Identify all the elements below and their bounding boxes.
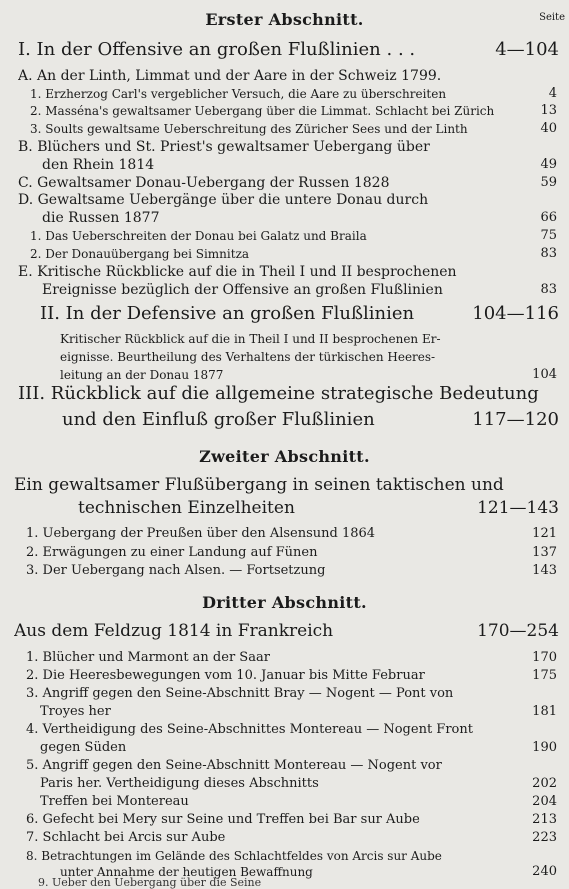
toc-entry-F2 xyxy=(0,668,569,686)
toc-entry-III xyxy=(0,384,569,402)
toc-entry-label: 1. Das Ueberschreiten der Donau bei Galatz und Braila xyxy=(30,229,367,243)
toc-entry-label: gegen Süden xyxy=(40,740,127,755)
toc-entry-label: A. An der Linth, Limmat und der Aare in der Schweiz 1799. xyxy=(18,68,442,84)
toc-entry-A1 xyxy=(0,86,569,104)
toc-entry-label: unter Annahme der heutigen Bewaffnung xyxy=(60,865,313,879)
toc-entry-D-cont xyxy=(0,210,569,228)
toc-entry-page: 170 xyxy=(532,650,557,665)
toc-entry-page: 83 xyxy=(540,282,557,297)
toc-entry-page: 213 xyxy=(532,812,557,827)
toc-entry-page: 66 xyxy=(540,210,557,225)
toc-entry-label: 2. Die Heeresbewegungen vom 10. Januar bis Mitte Februar xyxy=(26,668,425,683)
toc-entry-page: 137 xyxy=(532,545,557,560)
toc-entry-Z3 xyxy=(0,563,569,581)
toc-entry-F5 xyxy=(0,758,569,776)
toc-entry-label: eignisse. Beurtheilung des Verhaltens der türkischen Heeres- xyxy=(60,350,436,364)
toc-entry-page: 240 xyxy=(532,864,557,879)
toc-entry-II-a xyxy=(0,331,569,349)
toc-entry-label: Ereignisse bezüglich der Offensive an großen Flußlinien xyxy=(42,282,443,298)
toc-entry-label: leitung an der Donau 1877 xyxy=(60,368,224,382)
toc-entry-page: 104 xyxy=(532,367,557,382)
toc-entry-page: 202 xyxy=(532,776,557,791)
toc-entry-page: 4—104 xyxy=(495,39,559,60)
toc-entry-F3-cont xyxy=(0,704,569,722)
toc-entry-label: 7. Schlacht bei Arcis sur Aube xyxy=(26,830,226,845)
toc-entry-label: 1. Erzherzog Carl's vergeblicher Versuch, die Aare zu überschreiten xyxy=(30,87,447,101)
toc-entry-III-cont xyxy=(0,410,569,428)
toc-entry-D2 xyxy=(0,246,569,264)
toc-entry-label: B. Blüchers und St. Priest's gewaltsamer Uebergang über xyxy=(18,139,430,155)
toc-entry-Z2 xyxy=(0,545,569,563)
toc-entry-page: 59 xyxy=(540,175,557,190)
toc-entry-E xyxy=(0,264,569,282)
toc-entry-Z xyxy=(0,475,569,493)
toc-entry-A2 xyxy=(0,103,569,121)
toc-entry-F6 xyxy=(0,812,569,830)
toc-entry-label: 2. Der Donauübergang bei Simnitza xyxy=(30,247,250,261)
toc-entry-label: Aus dem Feldzug 1814 in Frankreich xyxy=(14,621,334,641)
toc-entry-label: 2. Masséna's gewaltsamer Uebergang über die Limmat. Schlacht bei Zürich xyxy=(30,104,495,118)
toc-entry-label: 3. Soults gewaltsame Ueberschreitung des Züricher Sees und der Linth xyxy=(30,122,468,136)
toc-entry-F4 xyxy=(0,722,569,740)
toc-entry-label: 4. Vertheidigung des Seine-Abschnittes Montereau — Nogent Front xyxy=(26,722,473,737)
toc-entry-page: 40 xyxy=(540,121,557,136)
toc-entry-B xyxy=(0,139,569,157)
toc-entry-II xyxy=(0,304,569,322)
toc-entry-label: 8. Betrachtungen im Gelände des Schlachtfeldes von Arcis sur Aube xyxy=(26,849,442,863)
toc-entry-E-cont xyxy=(0,282,569,300)
toc-entry-A xyxy=(0,68,569,86)
toc-entry-label: II. In der Defensive an großen Flußlinien xyxy=(40,304,415,324)
toc-entry-label: 1. Uebergang der Preußen über den Alsensund 1864 xyxy=(26,526,376,541)
toc-entry-page: 104—116 xyxy=(472,303,559,324)
toc-entry-label: 3. Angriff gegen den Seine-Abschnitt Bray — Nogent — Pont von xyxy=(26,686,454,701)
toc-entry-page: 83 xyxy=(540,246,557,261)
toc-entry-C xyxy=(0,175,569,193)
toc-entry-label: Troyes her xyxy=(40,704,111,719)
toc-entry-label: 1. Blücher und Marmont an der Saar xyxy=(26,650,270,665)
section-heading-3: Dritter Abschnitt. xyxy=(202,593,367,612)
toc-entry-F3 xyxy=(0,686,569,704)
toc-entry-page: 49 xyxy=(540,157,557,172)
toc-entry-label: Treffen bei Montereau xyxy=(40,794,189,809)
page-column-label: Seite xyxy=(539,12,565,23)
toc-entry-page: 170—254 xyxy=(477,621,559,641)
toc-entry-F7 xyxy=(0,830,569,848)
toc-entry-II-c xyxy=(0,367,569,385)
toc-entry-label: 6. Gefecht bei Mery sur Seine und Treffen bei Bar sur Aube xyxy=(26,812,420,827)
toc-entry-page: 175 xyxy=(532,668,557,683)
toc-entry-F5-b xyxy=(0,776,569,794)
toc-entry-label: E. Kritische Rückblicke auf die in Theil I und II besprochenen xyxy=(18,264,457,280)
toc-entry-B-cont xyxy=(0,157,569,175)
toc-entry-label: I. In der Offensive an großen Flußlinien . . . xyxy=(18,40,416,60)
toc-entry-F1 xyxy=(0,650,569,668)
toc-entry-page: 13 xyxy=(540,103,557,118)
toc-entry-label: die Russen 1877 xyxy=(42,210,160,226)
toc-entry-label: 5. Angriff gegen den Seine-Abschnitt Montereau — Nogent vor xyxy=(26,758,442,773)
toc-entry-page: 117—120 xyxy=(472,409,559,430)
toc-entry-page: 204 xyxy=(532,794,557,809)
toc-entry-page: 143 xyxy=(532,563,557,578)
toc-entry-page: 4 xyxy=(548,86,557,101)
toc-entry-A3 xyxy=(0,121,569,139)
clipped-entry: 9. Ueber den Uebergang über die Seine xyxy=(38,876,262,889)
toc-entry-page: 223 xyxy=(532,830,557,845)
toc-entry-label: C. Gewaltsamer Donau-Uebergang der Russen 1828 xyxy=(18,175,390,191)
toc-entry-D1 xyxy=(0,228,569,246)
toc-entry-F5-c xyxy=(0,794,569,812)
toc-entry-F xyxy=(0,621,569,639)
toc-entry-D xyxy=(0,192,569,210)
toc-entry-label: D. Gewaltsame Uebergänge über die untere Donau durch xyxy=(18,192,429,208)
section-heading-2: Zweiter Abschnitt. xyxy=(199,447,370,466)
toc-entry-label: und den Einfluß großer Flußlinien xyxy=(62,410,375,430)
toc-entry-I xyxy=(0,40,569,58)
toc-entry-label: III. Rückblick auf die allgemeine strategische Bedeutung xyxy=(18,384,539,404)
toc-entry-page: 121—143 xyxy=(477,498,559,518)
toc-entry-label: Kritischer Rückblick auf die in Theil I und II besprochenen Er- xyxy=(60,332,441,346)
toc-entry-label: 2. Erwägungen zu einer Landung auf Fünen xyxy=(26,545,318,560)
toc-entry-label: den Rhein 1814 xyxy=(42,157,155,173)
toc-entry-page: 121 xyxy=(532,526,557,541)
toc-entry-Z-cont xyxy=(0,498,569,516)
toc-entry-label: Ein gewaltsamer Flußübergang in seinen taktischen und xyxy=(14,475,504,495)
section-heading-1: Erster Abschnitt. xyxy=(205,10,364,29)
toc-entry-label: Paris her. Vertheidigung dieses Abschnitts xyxy=(40,776,319,791)
toc-entry-page: 181 xyxy=(532,704,557,719)
toc-entry-page: 75 xyxy=(540,228,557,243)
toc-entry-F4-cont xyxy=(0,740,569,758)
toc-entry-page: 190 xyxy=(532,740,557,755)
toc-entry-II-b xyxy=(0,349,569,367)
toc-entry-label: technischen Einzelheiten xyxy=(78,498,295,518)
toc-entry-label: 3. Der Uebergang nach Alsen. — Fortsetzung xyxy=(26,563,326,578)
toc-entry-Z1 xyxy=(0,526,569,544)
